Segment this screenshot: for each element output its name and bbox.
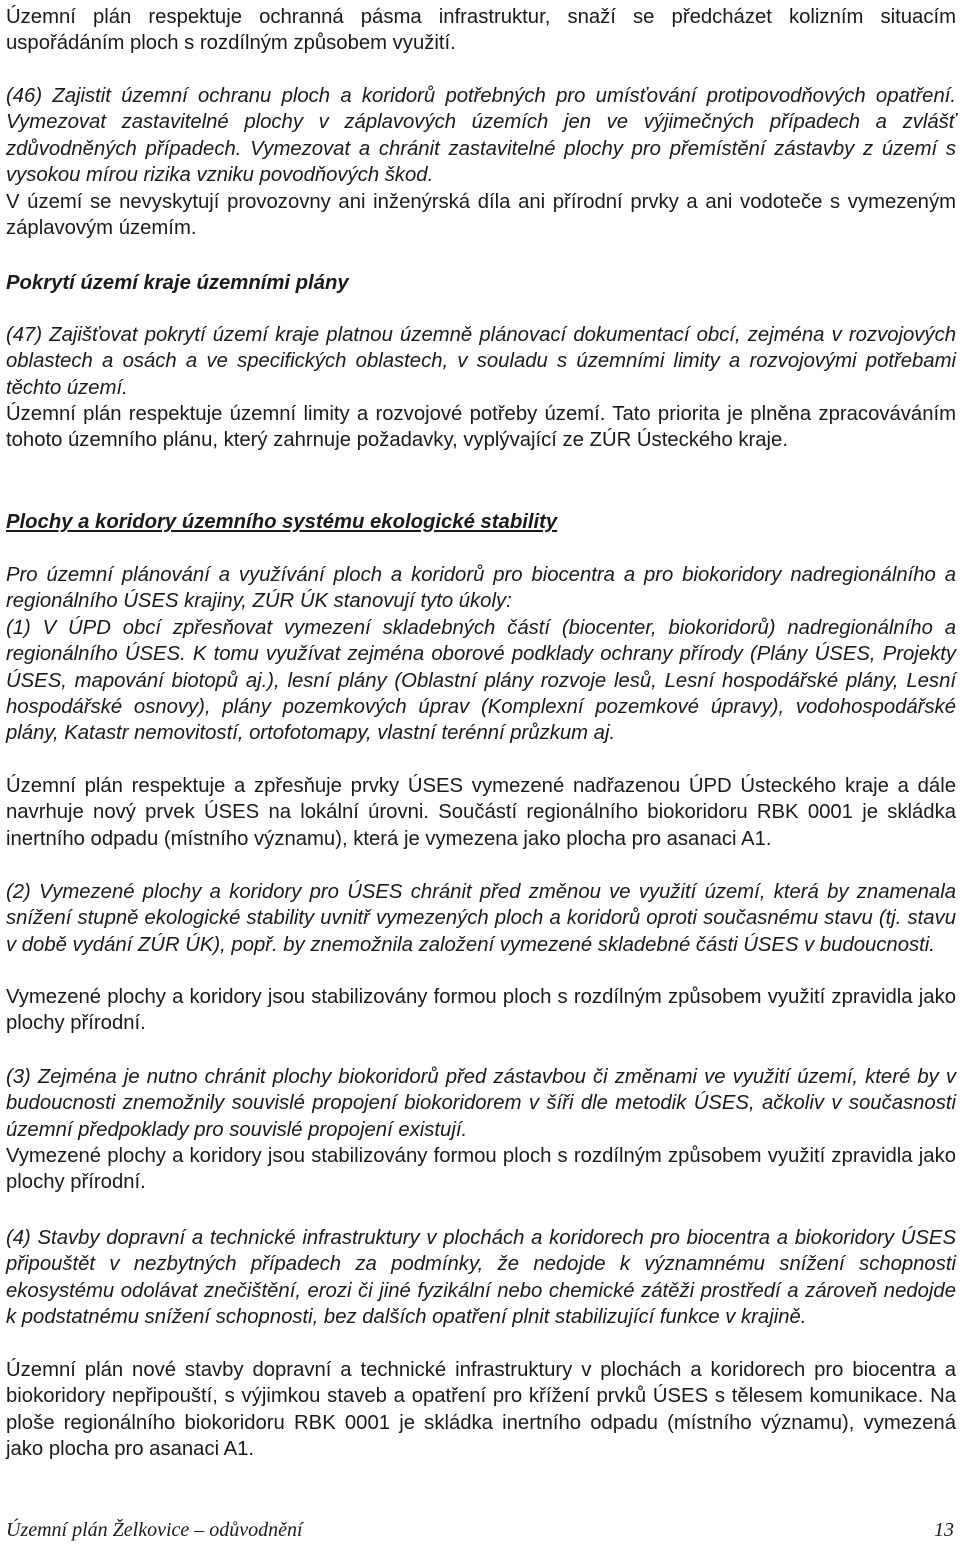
paragraph-task-1-response: Územní plán respektuje a zpřesňuje prvky ÚSES vymezené nadřazenou ÚPD Ústeckého kraje a dále navrhuje nový prvek ÚSES na lokální úrovni. Součástí regionálního biokoridoru RBK 0001 je skládka inertního odpadu (místního významu), která je vymezena jako plocha pro asanaci A1. — [6, 775, 956, 850]
paragraph-task-1: (1) V ÚPD obcí zpřesňovat vymezení skladebných částí (biocenter, biokoridorů) nadregionálního a regionálního ÚSES. K tomu využívat zejména oborové podklady ochrany přírody (Plány ÚSES, Projekty ÚSES, mapování biotopů aj.), lesní plány (Oblastní plány rozvoje lesů, Lesní hospodářské plány, Lesní hospodářské osnovy), plány pozemkových úprav (Komplexní pozemkové úpravy), vodohospodářské plány, Katastr nemovitostí, ortofotomapy, vlastní terénní průzkum aj. — [6, 617, 956, 745]
paragraph-task-2: (2) Vymezené plochy a koridory pro ÚSES chránit před změnou ve využití území, která by znamenala snížení stupně ekologické stability uvnitř vymezených ploch a koridorů oproti současnému stavu (tj. stavu v době vydání ZÚR ÚK), popř. by znemožnila založení vymezené skladebné části ÚSES v budoucnosti. — [6, 881, 956, 956]
paragraph-47-response: Územní plán respektuje územní limity a rozvojové potřeby území. Tato priorita je plněna zpracováváním tohoto územního plánu, který zahrnuje požadavky, vyplývající ze ZÚR Ústeckého kraje. — [6, 403, 956, 452]
page-footer — [6, 1519, 956, 1545]
paragraph-uses-intro: Pro územní plánování a využívání ploch a koridorů pro biocentra a pro biokoridory nadregionálního a regionálního ÚSES krajiny, ZÚR ÚK stanovují tyto úkoly: — [6, 564, 956, 613]
paragraph-47: (47) Zajišťovat pokrytí území kraje platnou územně plánovací dokumentací obcí, zejména v rozvojových oblastech a osách a ve specifických oblastech, v souladu s územními limity a rozvojovými potřebami těchto území. — [6, 324, 956, 399]
paragraph-task-3: (3) Zejména je nutno chránit plochy biokoridorů před zástavbou či změnami ve využití území, které by v budoucnosti znemožnily souvislé propojení biokoridorem v šíři dle metodik ÚSES, ačkoliv v současnosti územní předpoklady pro souvislé propojení existují. — [6, 1066, 956, 1141]
paragraph-46-floodplain: Vymezovat zastavitelné plochy v záplavových územích jen ve výjimečných případech a zvlášť zdůvodněných případech. — [6, 111, 956, 160]
paragraph-46 — [6, 83, 956, 188]
paragraph-task-2-response: Vymezené plochy a koridory jsou stabilizovány formou ploch s rozdílným způsobem využití zpravidla jako plochy přírodní. — [6, 986, 956, 1035]
paragraph-46-response: V území se nevyskytují provozovny ani inženýrská díla ani přírodní prvky a ani vodoteče s vymezeným záplavovým územím. — [6, 191, 956, 240]
paragraph-46-relocation: Vymezovat a chránit zastavitelné plochy pro přemístění zástavby z území s vysokou mírou rizika vzniku povodňových škod. — [6, 137, 957, 186]
paragraph-task-4-response: Územní plán nové stavby dopravní a technické infrastruktury v plochách a koridorech pro biocentra a biokoridory nepřipouští, s výjimkou staveb a opatření pro křížení prvků ÚSES s tělesem komunikace. Na ploše regionálního biokoridoru RBK 0001 je skládka inertního odpadu (místního významu), vymezená jako plocha pro asanaci A1. — [6, 1359, 956, 1460]
paragraph-task-4: (4) Stavby dopravní a technické infrastruktury v plochách a koridorech pro biocentra a biokoridory ÚSES připouštět v nezbytných případech za podmínky, že nedojde k významnému snížení schopnosti ekosystému odolávat znečištění, erozi či jiné fyzikální nebo chemické zátěži prostředí a zároveň nedojde k podstatnému snížení schopnosti, bez dalších opatření plnit stabilizující funkce v krajině. — [6, 1227, 956, 1328]
paragraph-46-task: (46) Zajistit územní ochranu ploch a koridorů potřebných pro umísťování protipovodňových opatření. — [6, 85, 956, 107]
footer-page-number: 13 — [934, 1519, 954, 1541]
paragraph-task-3-response: Vymezené plochy a koridory jsou stabilizovány formou ploch s rozdílným způsobem využití zpravidla jako plochy přírodní. — [6, 1145, 956, 1194]
paragraph-infrastructure: Územní plán respektuje ochranná pásma infrastruktur, snaží se předcházet kolizním situacím uspořádáním ploch s rozdílným způsobem využití. — [6, 6, 956, 55]
heading-uses: Plochy a koridory územního systému ekologické stability — [6, 511, 558, 533]
footer-document-title: Územní plán Želkovice – odůvodnění — [6, 1519, 303, 1541]
heading-coverage: Pokrytí území kraje územními plány — [6, 272, 349, 294]
